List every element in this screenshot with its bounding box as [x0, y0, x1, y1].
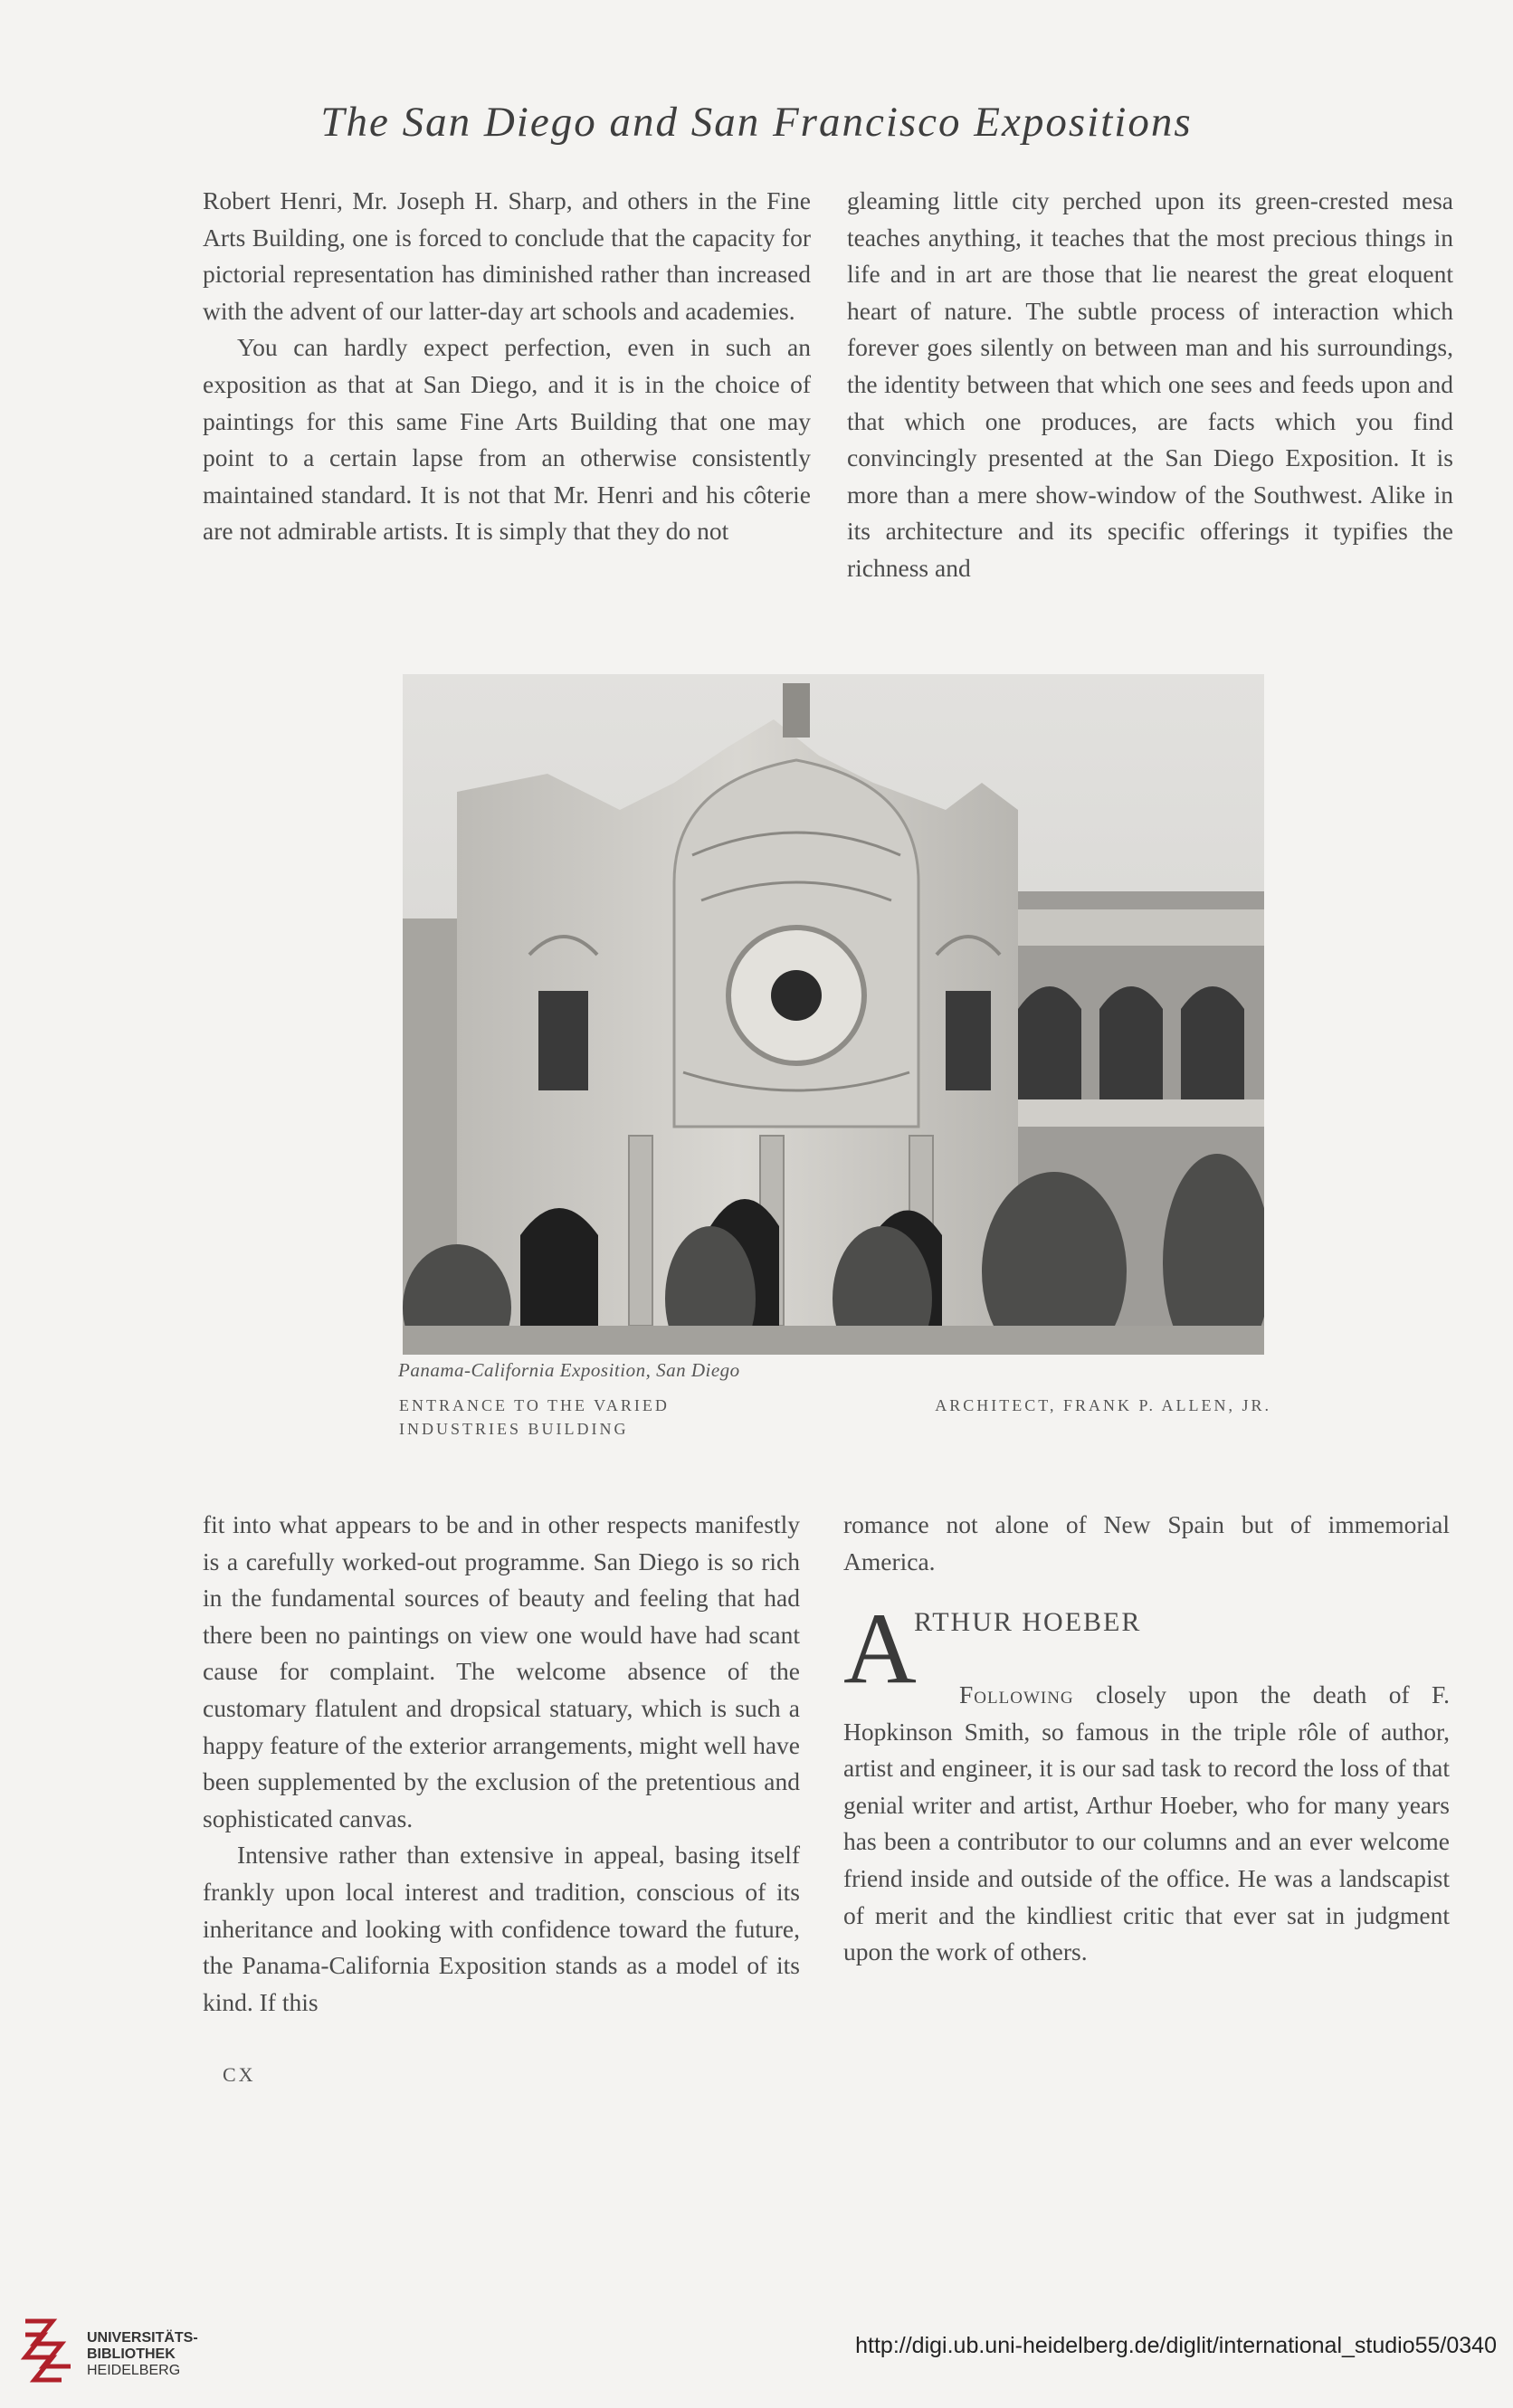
photo-credit-caption: ARCHITECT, FRANK P. ALLEN, JR. [935, 1396, 1271, 1414]
source-url-link[interactable]: http://digi.ub.uni-heidelberg.de/diglit/international_studio55/0340 [855, 2333, 1497, 2358]
text-column-bottom-right [843, 1507, 1450, 1580]
library-line: UNIVERSITÄTS- [87, 2330, 198, 2346]
text-column-bottom-left [203, 1507, 800, 2021]
paragraph: romance not alone of New Spain but of immemorial America. [843, 1510, 1450, 1575]
photo-title-caption: ENTRANCE TO THE VARIED INDUSTRIES BUILDING [399, 1396, 670, 1438]
page-number: CX [223, 2063, 256, 2086]
obituary-text: closely upon the death of F. Hopkinson Smith, so famous in the triple rôle of author, artist and engineer, it is our sad task to record the loss of that genial writer and artist, Arthur Hoeber, who for many years has been a contributor to our columns and an ever welcome friend inside and outside of the office. He was a landscapist of merit and the kindliest critic that ever sat in judgment upon the work of others. [843, 1680, 1450, 1966]
library-line: HEIDELBERG [87, 2363, 181, 2378]
paragraph: You can hardly expect perfection, even in such an exposition as that at San Diego, and it is in the choice of paintings for this same Fine Arts Building that one may point to a certain lapse from an otherwise consistently maintained standard. It is not that Mr. Henri and his côterie are not admirable artists. It is simply that they do not [203, 333, 811, 546]
building-entrance-photo [403, 674, 1264, 1355]
lead-word: Following [959, 1680, 1074, 1708]
paragraph: fit into what appears to be and in other respects manifestly is a carefully worked-out programme. San Diego is so rich in the fundamental sources of beauty and feeling that had there been no paintings on view one would have had scant cause for complaint. The welcome absence of the customary flatulent and dropsical statuary, which is such a happy feature of the exterior arrangements, might well have been supplemented by the exclusion of the pretentious and sophisticated canvas. [203, 1510, 800, 1832]
paragraph: Intensive rather than extensive in appeal, basing itself frankly upon local interest and tradition, conscious of its inheritance and looking with confidence toward the future, the Panama-California Exposition stands as a model of its kind. If this [203, 1841, 800, 2016]
section-title: RTHUR HOEBER [914, 1607, 1142, 1637]
facade-illustration [403, 674, 1264, 1355]
photo-location-caption: Panama-California Exposition, San Diego [398, 1359, 740, 1381]
library-line: BIBLIOTHEK [87, 2346, 176, 2362]
drop-cap: A [843, 1593, 917, 1705]
running-head: The San Diego and San Francisco Expositions [320, 99, 1193, 146]
paragraph: Robert Henri, Mr. Joseph H. Sharp, and others in the Fine Arts Building, one is forced to conclude that the capacity for pictorial representation has diminished rather than increased with the advent of our latter-day art schools and academies. [203, 186, 811, 325]
paragraph: gleaming little city perched upon its green-crested mesa teaches anything, it teaches that the most precious things in life and in art are those that lie nearest the great eloquent heart of nature. The subtle process of interaction which forever goes silently on between man and his surroundings, the identity between that which one sees and feeds upon and that which one produces, are facts which you find convincingly presented at the San Diego Exposition. It is more than a mere show-window of the Southwest. Alike in its architecture and its specific offerings it typifies the richness and [847, 186, 1453, 582]
library-name [87, 2330, 198, 2379]
obituary-body [843, 1677, 1450, 1971]
text-column-top-left [203, 183, 811, 550]
text-column-top-right [847, 183, 1453, 587]
